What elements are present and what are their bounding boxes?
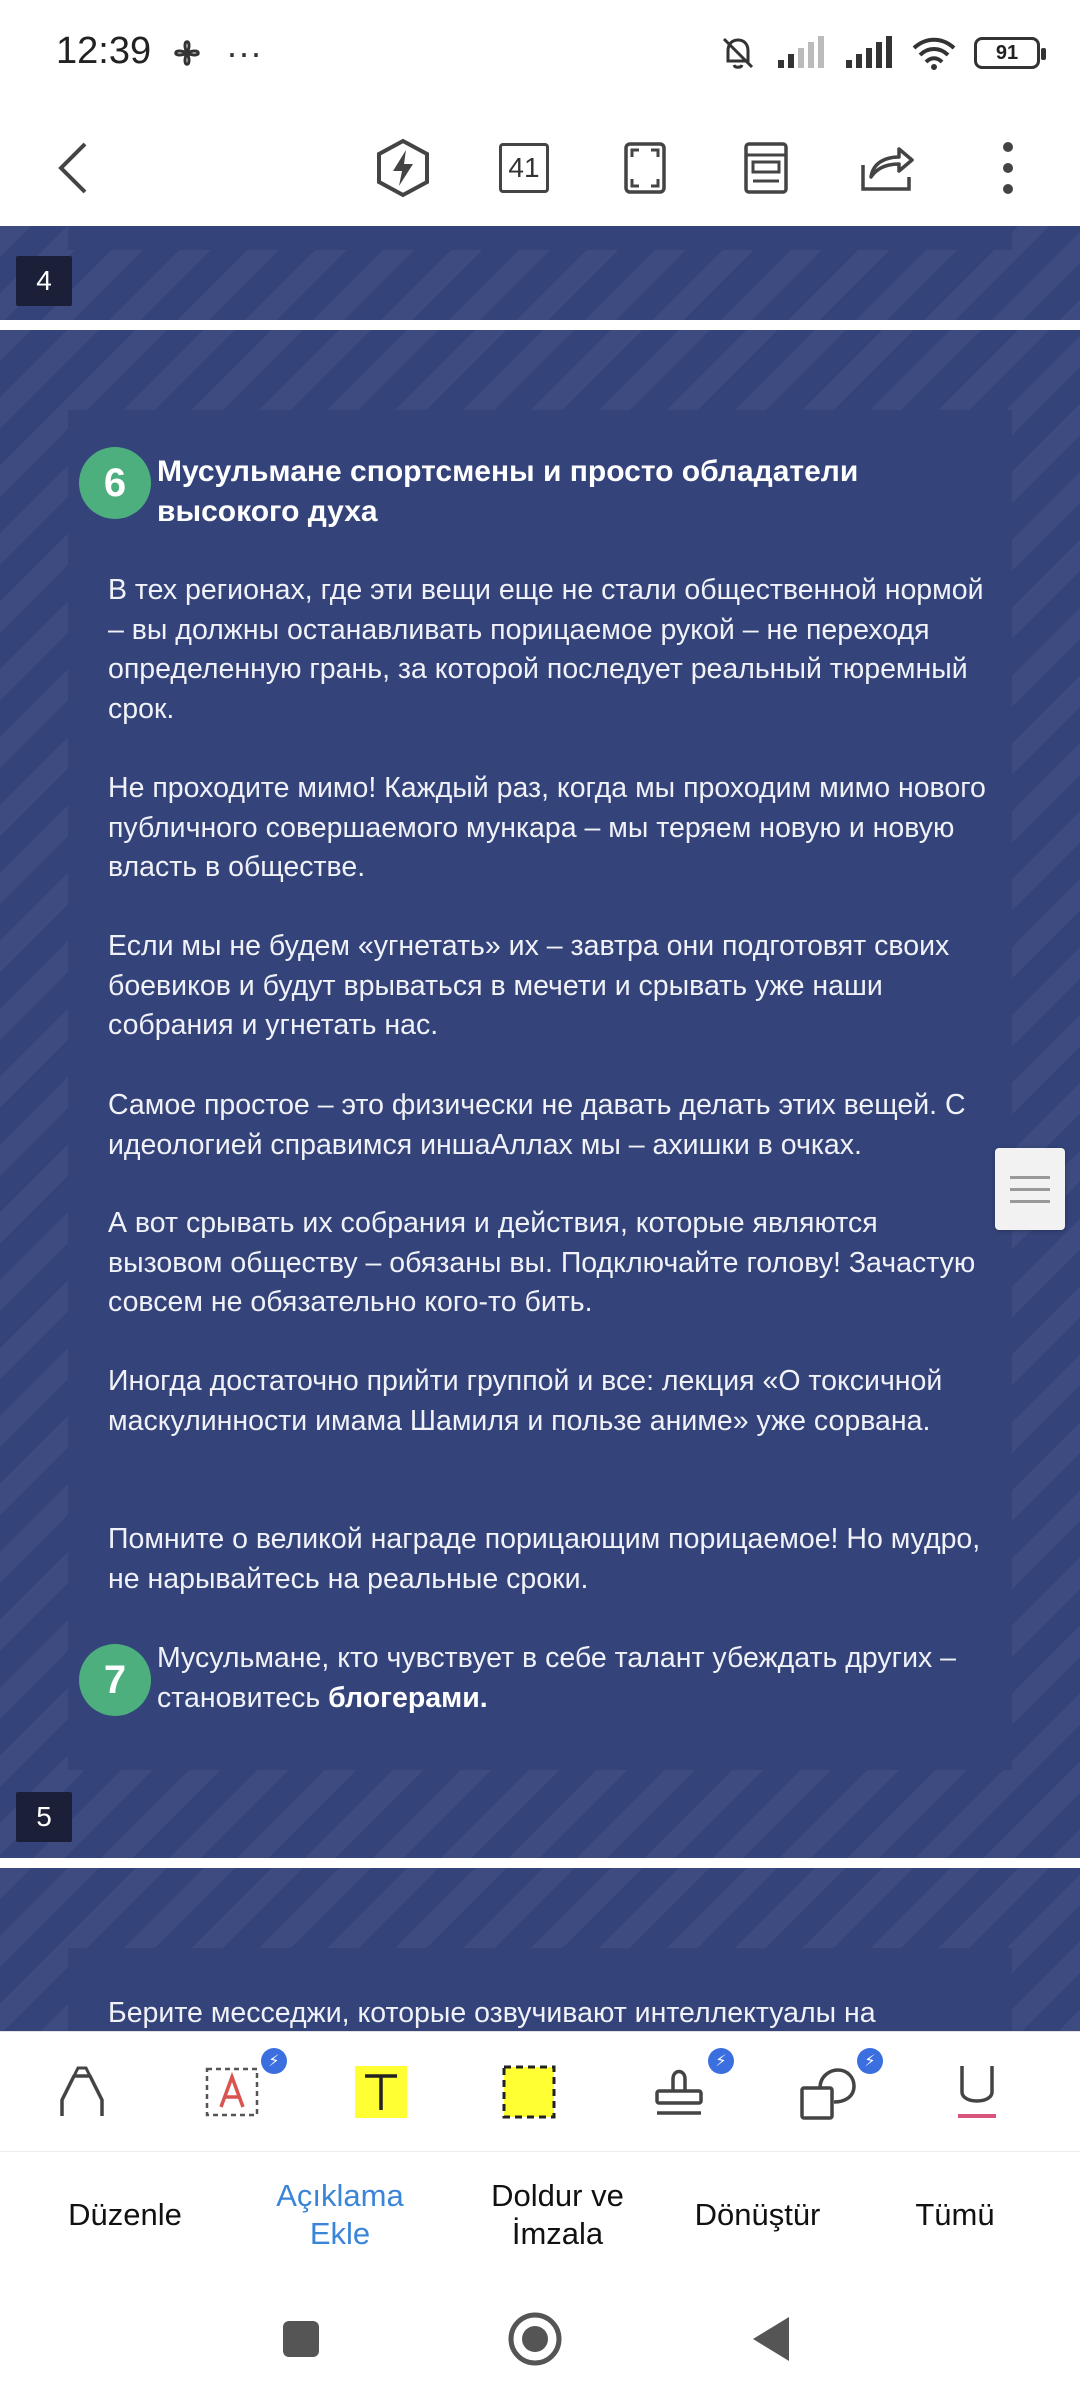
triangle-back-icon	[749, 2315, 793, 2363]
area-highlight-icon	[501, 2064, 557, 2120]
paragraph: Не проходите мимо! Каждый раз, когда мы проходим мимо нового публичного совершаемого мункара – мы теряем новую и новую власть в обществе.	[108, 772, 986, 883]
tab-convert[interactable]: Dönüştür	[694, 2197, 821, 2232]
paragraph: В тех регионах, где эти вещи еще не стали общественной нормой – вы должны останавливать порицаемое рукой – не переходя определенную грань, за которой последует реальный тюремный срок.	[108, 574, 984, 725]
square-icon	[281, 2319, 321, 2359]
home-circle-icon	[506, 2310, 564, 2368]
underline-icon	[954, 2064, 1000, 2120]
battery-level: 91	[995, 41, 1019, 64]
battery-icon	[974, 37, 1040, 69]
pen-tool-button[interactable]	[27, 2032, 137, 2152]
paragraph: Самое простое – это физически не давать делать этих вещей. С идеологией справимся иншаАллах мы – ахишки в очках.	[108, 1089, 966, 1161]
text-highlight-tool-button[interactable]	[326, 2032, 436, 2152]
status-notification-icons	[168, 30, 262, 74]
back-button[interactable]	[28, 110, 118, 226]
share-button[interactable]	[842, 110, 932, 226]
top-toolbar	[0, 110, 1080, 226]
system-back-button[interactable]	[731, 2299, 811, 2379]
underline-tool-button[interactable]	[922, 2032, 1032, 2152]
section-7-text	[157, 1639, 987, 1718]
stamp-icon	[651, 2065, 707, 2119]
status-bar	[0, 0, 1080, 110]
paragraph: А вот срывать их собрания и действия, которые являются вызовом обществу – обязаны вы. Подключайте голову! Зачастую совсем не обязательно кого-то бить.	[108, 1207, 976, 1318]
premium-badge-icon: ⚡	[708, 2048, 734, 2074]
overflow-menu-button[interactable]	[963, 110, 1053, 226]
view-mode-button[interactable]	[721, 110, 811, 226]
signal-icon	[776, 36, 826, 70]
fan-icon	[168, 34, 206, 72]
premium-badge-icon: ⚡	[857, 2048, 883, 2074]
annotation-tools-bar	[0, 2031, 1080, 2151]
shapes-icon	[800, 2064, 856, 2120]
pen-icon	[54, 2066, 110, 2118]
page-separator	[0, 320, 1080, 330]
text-box-tool-button[interactable]	[177, 2032, 287, 2152]
mode-tabs	[0, 2151, 1080, 2277]
mute-bell-icon	[718, 33, 758, 73]
section-title: Мусульмане спортсмены и просто обладатели высокого духа	[157, 455, 859, 528]
more-notifications-icon: ···	[226, 32, 262, 74]
page-4	[0, 226, 1080, 320]
page-number-badge: 4	[16, 256, 72, 306]
area-highlight-tool-button[interactable]	[474, 2032, 584, 2152]
more-vertical-icon	[1001, 140, 1015, 196]
wifi-icon	[912, 36, 956, 70]
shapes-tool-button[interactable]	[773, 2032, 883, 2152]
status-time: 12:39	[56, 30, 152, 72]
paragraph: Иногда достаточно прийти группой и все: лекция «О токсичной маскулинности имама Шамиля и пользе аниме» уже сорвана.	[108, 1365, 943, 1437]
tab-fill-and-sign[interactable]: Doldur ve İmzala	[491, 2178, 624, 2251]
home-button[interactable]	[495, 2299, 575, 2379]
back-arrow-icon	[53, 140, 93, 196]
page-separator	[0, 1858, 1080, 1868]
fullscreen-button[interactable]	[600, 110, 690, 226]
page-layout-icon	[743, 141, 789, 195]
paragraph: Если мы не будем «угнетать» их – завтра они подготовят своих боевиков и будут врываться в мечети и срывать уже наши собрания и угнетать нас.	[108, 930, 950, 1041]
scroll-handle[interactable]	[995, 1148, 1065, 1230]
fullscreen-icon	[623, 141, 667, 195]
section-number-6: 6	[79, 447, 151, 519]
signal-icon-2	[844, 36, 894, 70]
paragraph: Берите месседжи, которые озвучивают интеллектуалы на	[108, 1997, 876, 2029]
liquid-mode-button[interactable]	[358, 110, 448, 226]
share-icon	[859, 143, 915, 193]
page-count-button[interactable]	[479, 110, 569, 226]
page-number-badge: 5	[16, 1792, 72, 1842]
lightning-hexagon-icon	[375, 138, 431, 198]
tab-edit[interactable]: Düzenle	[68, 2197, 182, 2232]
page-count: 41	[499, 143, 549, 193]
recent-apps-button[interactable]	[261, 2299, 341, 2379]
section-7-text-bold: блогерами.	[328, 1681, 488, 1714]
text-highlight-icon	[353, 2064, 409, 2120]
system-nav-bar	[0, 2277, 1080, 2400]
premium-badge-icon: ⚡	[261, 2048, 287, 2074]
tab-all[interactable]: Tümü	[915, 2197, 995, 2232]
tab-comment[interactable]: Açıklama Ekle	[276, 2178, 404, 2251]
section-number-7: 7	[79, 1644, 151, 1716]
text-box-icon	[203, 2065, 261, 2119]
document-viewer[interactable]	[0, 226, 1080, 2031]
stamp-tool-button[interactable]	[624, 2032, 734, 2152]
section-7-text-plain: Мусульмане, кто чувствует в себе талант убеждать других – становитесь	[157, 1642, 957, 1714]
paragraph: Помните о великой награде порицающим порицаемое! Но мудро, не нарывайтесь на реальные сроки.	[108, 1523, 981, 1595]
